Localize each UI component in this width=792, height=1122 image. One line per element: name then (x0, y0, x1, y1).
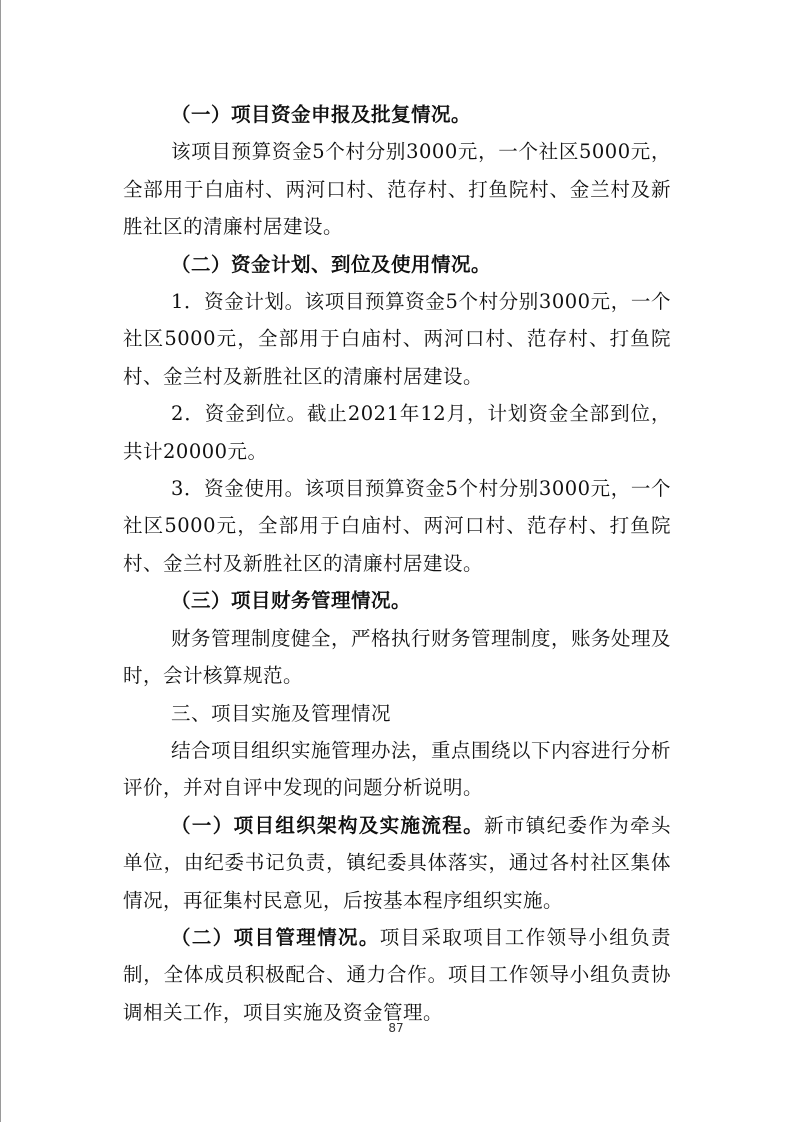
document-body (123, 96, 671, 1031)
project-management-lead: （二）项目管理情况。 (171, 925, 380, 949)
list-item-fund-usage: 3．资金使用。该项目预算资金5个村分别3000元，一个社区5000元，全部用于白庙村、两河口村、范存村、打鱼院村、金兰村及新胜社区的清廉村居建设。 (123, 477, 671, 575)
section-heading-financial-management: （三）项目财务管理情况。 (171, 589, 412, 613)
section-heading-fund-application: （一）项目资金申报及批复情况。 (171, 103, 472, 126)
project-management-body: 项目采取项目工作领导小组负责制，全体成员积极配合、通力合作。项目工作领导小组负责协调相关工作，项目实施及资金管理。 (123, 925, 671, 1024)
paragraph-implementation-intro: 结合项目组织实施管理办法，重点围绕以下内容进行分析评价，并对自评中发现的问题分析说明。 (123, 738, 672, 800)
paragraph-fund-application: 该项目预算资金5个村分别3000元，一个社区5000元，全部用于白庙村、两河口村、范存村、打鱼院村、金兰村及新胜社区的清廉村居建设。 (123, 140, 671, 239)
list-item-fund-plan: 1．资金计划。该项目预算资金5个村分别3000元，一个社区5000元，全部用于白庙村、两河口村、范存村、打鱼院村、金兰村及新胜社区的清廉村居建设。 (123, 290, 671, 388)
section-heading-fund-plan: （二）资金计划、到位及使用情况。 (171, 252, 492, 276)
organization-lead: （一）项目组织架构及实施流程。 (171, 813, 485, 837)
paragraph-financial-management: 财务管理制度健全，严格执行财务管理制度，账务处理及时，会计核算规范。 (123, 626, 672, 688)
page-edge (0, 0, 1, 1122)
list-item-fund-arrival: 2．资金到位。截止2021年12月，计划资金全部到位，共计20000元。 (123, 402, 671, 463)
chapter-heading-implementation: 三、项目实施及管理情况 (171, 701, 392, 725)
page-number: 87 (388, 1021, 404, 1035)
paragraph-project-management (123, 919, 671, 1031)
organization-body: 新市镇纪委作为牵头单位，由纪委书记负责，镇纪委具体落实，通过各村社区集体情况，再征集村民意见，后按基本程序组织实施。 (123, 813, 671, 912)
paragraph-organization (123, 807, 671, 919)
